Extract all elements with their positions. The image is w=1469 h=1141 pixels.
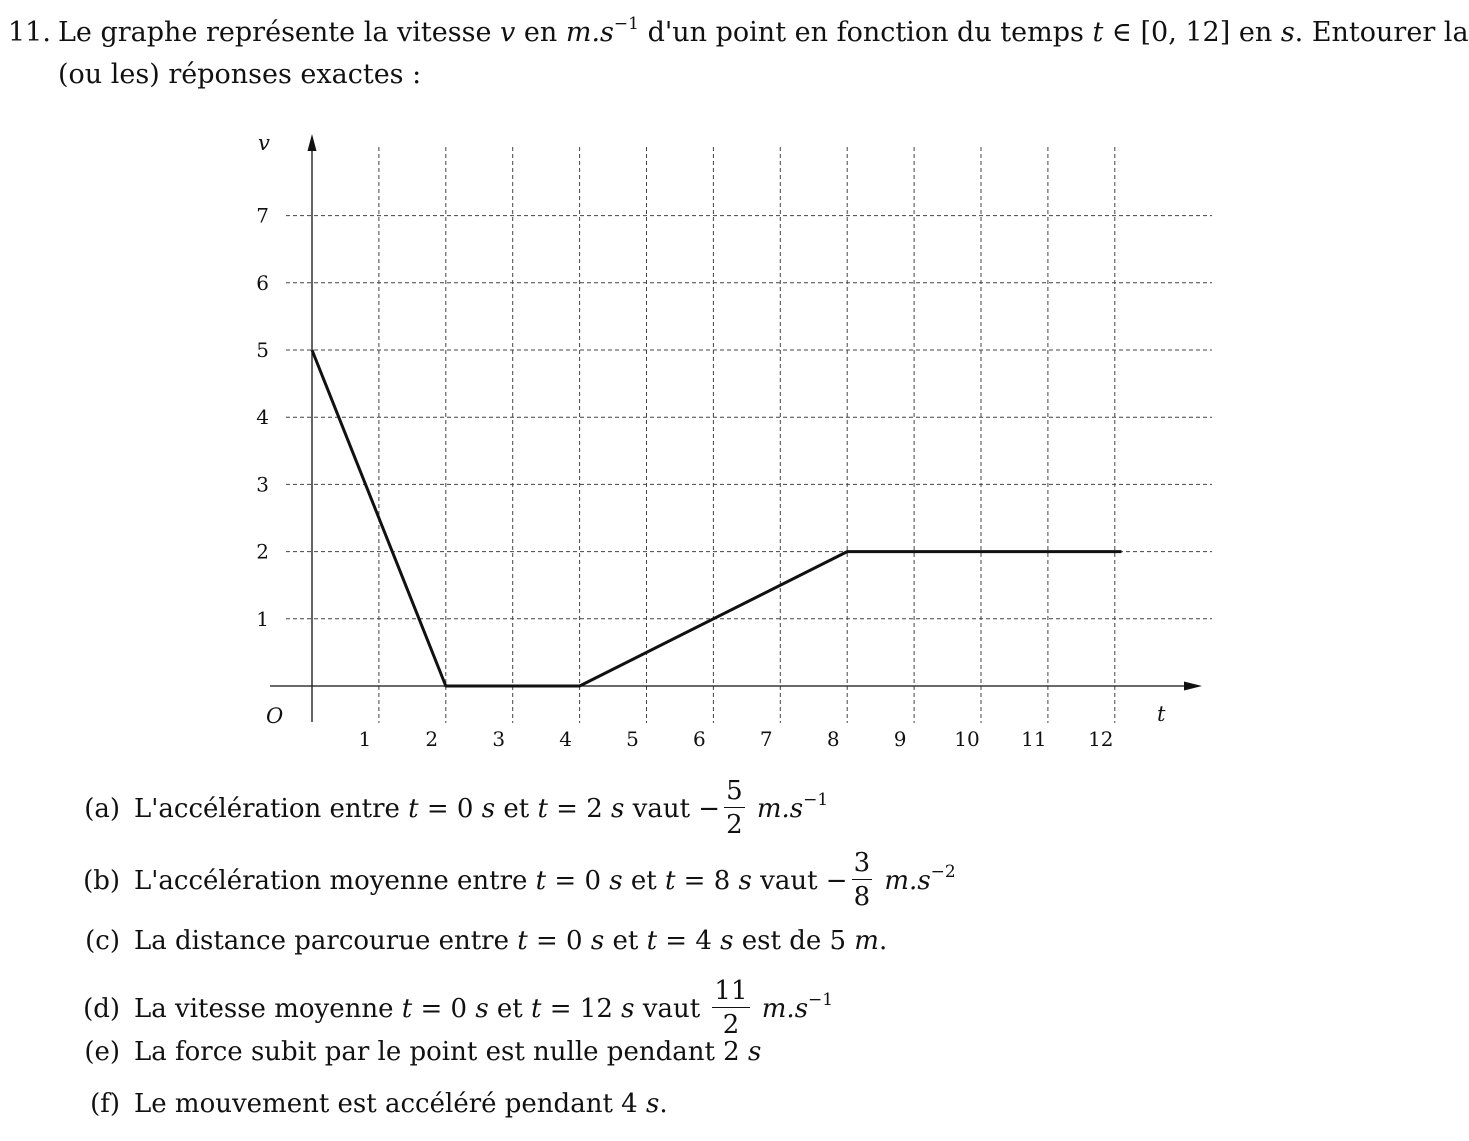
y-tick-label: 3 [256,472,269,497]
question-line-1: Le graphe représente la vitesse v en $m.s^{-1}$ d'un point en fonction du temps t ∈ [0, 12] en s. Entourer la [58,14,1469,48]
chart-series [312,350,1122,686]
option-b[interactable]: (b) L'accélération moyenne entre t = 0 s et t = 8 s vaut − $\frac{3}{8}$ $m.s^{-2}$ [83,848,956,912]
chart-tick-labels [256,204,1113,751]
fraction: $\frac{3}{8}$ [853,848,871,912]
x-tick-label: 6 [693,727,706,751]
velocity-line [312,350,1121,686]
fraction: $\frac{11}{2}$ [714,976,748,1040]
y-axis-label: v [258,131,270,155]
x-tick-label: 1 [358,727,372,751]
y-tick-label: 4 [256,405,269,430]
y-tick-label: 5 [256,338,269,362]
fraction: $\frac{5}{2}$ [726,776,743,840]
y-tick-label: 1 [256,606,269,631]
option-f[interactable]: (f) Le mouvement est accéléré pendant 4 s. [90,1089,668,1119]
x-tick-label: 7 [759,727,773,751]
y-tick-label: 6 [256,270,269,295]
x-axis-arrow [1184,682,1202,691]
x-tick-label: 12 [1088,727,1114,751]
question-line-2: (ou les) réponses exactes : [58,59,422,90]
question-number: 11. [8,17,51,48]
velocity-time-chart [240,125,1220,765]
x-tick-label: 3 [492,727,506,751]
y-tick-label: 2 [256,539,269,564]
option-c[interactable]: (c) La distance parcourue entre t = 0 s et t = 4 s est de 5 m. [85,926,888,956]
x-tick-label: 10 [954,727,980,751]
option-d[interactable]: (d) La vitesse moyenne t = 0 s et t = 12 s vaut $\frac{11}{2}$ $m.s^{-1}$ [83,976,834,1040]
x-tick-label: 11 [1021,727,1047,751]
option-e[interactable]: (e) La force subit par le point est nulle pendant 2 s [84,1037,762,1067]
y-axis-arrow [308,134,317,151]
x-tick-label: 5 [626,727,639,751]
question-statement [8,12,1469,96]
x-tick-label: 8 [826,727,840,751]
y-tick-label: 7 [256,203,269,228]
x-axis-label: t [1157,702,1166,726]
x-tick-label: 2 [425,727,439,751]
chart-axes [258,131,1202,728]
origin-label: O [266,704,284,728]
x-tick-label: 4 [559,727,572,751]
x-tick-label: 9 [893,727,907,751]
option-a[interactable]: (a) L'accélération entre t = 0 s et t = 2 s vaut − $\frac{5}{2}$ $m.s^{-1}$ [84,776,829,840]
